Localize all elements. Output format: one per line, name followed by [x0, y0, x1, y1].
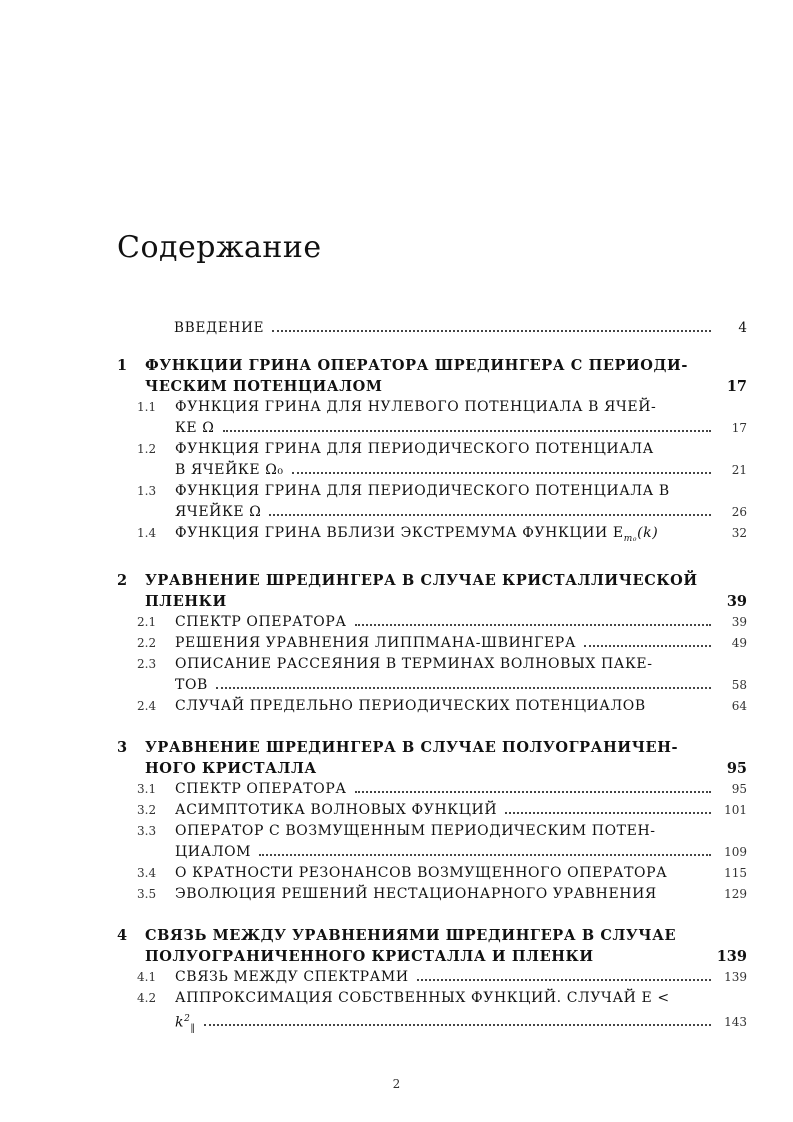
toc-page-number: 115: [724, 865, 747, 880]
toc-page-number: 58: [731, 677, 747, 692]
section-title: СПЕКТР ОПЕРАТОРА: [175, 780, 347, 797]
chapter-title-line1: ФУНКЦИИ ГРИНА ОПЕРАТОРА ШРЕДИНГЕРА С ПЕРИОДИ-: [145, 357, 688, 374]
leader-dots: [417, 979, 711, 981]
toc-section-1-2[interactable]: [117, 439, 747, 481]
section-title-line2: ЯЧЕЙКЕ Ω: [175, 504, 262, 520]
section-number: 3.5: [137, 886, 157, 901]
section-title: СПЕКТР ОПЕРАТОРА: [175, 613, 347, 630]
toc-page-number: 129: [724, 886, 747, 901]
chapter-title-line2: ЧЕСКИМ ПОТЕНЦИАЛОМ: [145, 378, 383, 395]
chapter-spacer: [117, 905, 747, 921]
section-number: 3.4: [137, 865, 157, 880]
section-number: 1.2: [137, 442, 157, 456]
toc-section-3-2[interactable]: [117, 800, 747, 821]
section-title-line1: ОПИСАНИЕ РАССЕЯНИЯ В ТЕРМИНАХ ВОЛНОВЫХ ПАКЕ-: [175, 655, 653, 672]
toc-page-number: 17: [731, 421, 747, 435]
section-title-line2: ТОВ: [175, 676, 208, 693]
table-of-contents: [117, 318, 747, 1039]
math-variable: k: [175, 1014, 185, 1031]
toc-page-number: 49: [731, 635, 747, 650]
section-title-line1: ФУНКЦИЯ ГРИНА ДЛЯ ПЕРИОДИЧЕСКОГО ПОТЕНЦИАЛА В: [175, 483, 670, 499]
section-title-line2: КЕ Ω: [175, 420, 215, 436]
toc-section-2-3[interactable]: [117, 654, 747, 696]
section-number: 4.1: [137, 969, 157, 984]
section-title-line2: [175, 1009, 196, 1039]
toc-page-number: 101: [724, 802, 747, 817]
section-title-line2: ЦИАЛОМ: [175, 843, 252, 860]
leader-dots: [355, 791, 711, 793]
section-title-line1: ФУНКЦИЯ ГРИНА ДЛЯ НУЛЕВОГО ПОТЕНЦИАЛА В ЯЧЕЙ-: [175, 399, 657, 415]
section-title: [175, 523, 658, 550]
chapter-title-line1: УРАВНЕНИЕ ШРЕДИНГЕРА В СЛУЧАЕ КРИСТАЛЛИЧЕСКОЙ: [145, 571, 698, 589]
toc-page-number: 39: [726, 592, 747, 610]
toc-page-number: 95: [726, 759, 747, 777]
section-number: 2.3: [137, 656, 157, 671]
page-title: Содержание: [117, 230, 322, 265]
section-title: АСИМПТОТИКА ВОЛНОВЫХ ФУНКЦИЙ: [175, 801, 498, 818]
toc-section-2-4[interactable]: [117, 696, 747, 717]
toc-page-number: 32: [731, 526, 747, 540]
leader-dots: [223, 430, 711, 432]
section-title: О КРАТНОСТИ РЕЗОНАНСОВ ВОЗМУЩЕННОГО ОПЕРАТОРА: [175, 864, 668, 881]
chapter-spacer: [117, 550, 747, 566]
toc-page-number: 26: [731, 505, 747, 519]
section-number: 3.3: [137, 823, 157, 838]
toc-section-3-4[interactable]: [117, 863, 747, 884]
section-number: 2.2: [137, 635, 157, 650]
toc-chapter-1[interactable]: [117, 355, 747, 397]
leader-dots: [216, 687, 711, 689]
toc-section-2-1[interactable]: [117, 612, 747, 633]
toc-page-number: 39: [731, 614, 747, 629]
section-number: 2.4: [137, 698, 157, 713]
toc-section-4-1[interactable]: [117, 967, 747, 988]
math-subscript: ‖: [190, 1023, 196, 1034]
math-argument: (k): [637, 525, 659, 541]
toc-section-2-2[interactable]: [117, 633, 747, 654]
toc-section-1-3[interactable]: [117, 481, 747, 523]
math-superscript: 2: [184, 1013, 191, 1024]
chapter-number: 1: [117, 357, 128, 374]
section-number: 3.2: [137, 802, 157, 817]
section-title: РЕШЕНИЯ УРАВНЕНИЯ ЛИППМАНА-ШВИНГЕРА: [175, 634, 577, 651]
chapter-title-line2: НОГО КРИСТАЛЛА: [145, 759, 317, 777]
toc-section-1-1[interactable]: [117, 397, 747, 439]
leader-dots: [292, 472, 711, 474]
leader-dots: [269, 514, 711, 516]
toc-page-number: 143: [724, 1015, 747, 1030]
toc-chapter-3[interactable]: [117, 737, 747, 779]
toc-entry-title: ВВЕДЕНИЕ: [174, 320, 265, 336]
toc-entry-intro[interactable]: [117, 318, 747, 339]
toc-section-3-5[interactable]: [117, 884, 747, 905]
toc-page-number: 95: [731, 781, 747, 796]
toc-page-number: 139: [724, 969, 747, 984]
section-title-line1: ОПЕРАТОР С ВОЗМУЩЕННЫМ ПЕРИОДИЧЕСКИМ ПОТЕН-: [175, 822, 656, 839]
chapter-title-line2: ПОЛУОГРАНИЧЕННОГО КРИСТАЛЛА И ПЛЕНКИ: [145, 947, 594, 965]
leader-dots: [584, 645, 711, 647]
leader-dots: [505, 812, 711, 814]
chapter-number: 2: [117, 571, 128, 589]
section-title-text: ФУНКЦИЯ ГРИНА ВБЛИЗИ ЭКСТРЕМУМА ФУНКЦИИ E: [175, 525, 624, 541]
section-title-line1: ФУНКЦИЯ ГРИНА ДЛЯ ПЕРИОДИЧЕСКОГО ПОТЕНЦИАЛА: [175, 441, 654, 457]
chapter-spacer: [117, 717, 747, 733]
leader-dots: [259, 854, 711, 856]
toc-chapter-4[interactable]: [117, 925, 747, 967]
toc-section-3-3[interactable]: [117, 821, 747, 863]
section-title: СЛУЧАЙ ПРЕДЕЛЬНО ПЕРИОДИЧЕСКИХ ПОТЕНЦИАЛОВ: [175, 697, 646, 714]
section-title: ЭВОЛЮЦИЯ РЕШЕНИЙ НЕСТАЦИОНАРНОГО УРАВНЕНИЯ: [175, 885, 657, 902]
section-number: 1.1: [137, 400, 157, 414]
section-title: СВЯЗЬ МЕЖДУ СПЕКТРАМИ: [175, 968, 409, 985]
toc-page-number: 64: [731, 698, 747, 713]
leader-dots: [355, 624, 711, 626]
section-number: 3.1: [137, 781, 157, 796]
chapter-title-line1: УРАВНЕНИЕ ШРЕДИНГЕРА В СЛУЧАЕ ПОЛУОГРАНИЧЕН-: [145, 738, 679, 756]
section-number: 4.2: [137, 990, 157, 1005]
math-subscript: m₀: [623, 533, 638, 544]
toc-page-number: 109: [724, 844, 747, 859]
chapter-number: 4: [117, 926, 128, 944]
page-number: 2: [392, 1077, 401, 1091]
toc-page-number: 139: [716, 947, 747, 965]
toc-page-number: 21: [731, 463, 747, 477]
toc-chapter-2[interactable]: [117, 570, 747, 612]
section-title-line2: В ЯЧЕЙКЕ Ω₀: [175, 462, 284, 478]
chapter-title-line1: СВЯЗЬ МЕЖДУ УРАВНЕНИЯМИ ШРЕДИНГЕРА В СЛУЧАЕ: [145, 926, 677, 944]
leader-dots: [272, 330, 711, 332]
chapter-title-line2: ПЛЕНКИ: [145, 592, 227, 610]
toc-page-number: 4: [738, 320, 747, 336]
section-number: 1.3: [137, 484, 157, 498]
toc-section-3-1[interactable]: [117, 779, 747, 800]
leader-dots: [204, 1024, 711, 1026]
section-number: 2.1: [137, 614, 157, 629]
toc-section-4-2[interactable]: [117, 988, 747, 1039]
section-number: 1.4: [137, 526, 157, 540]
section-title-line1: АППРОКСИМАЦИЯ СОБСТВЕННЫХ ФУНКЦИЙ. СЛУЧАЙ E <: [175, 989, 670, 1006]
toc-section-1-4[interactable]: [117, 523, 747, 550]
chapter-number: 3: [117, 738, 128, 756]
toc-page-number: 17: [726, 378, 747, 395]
